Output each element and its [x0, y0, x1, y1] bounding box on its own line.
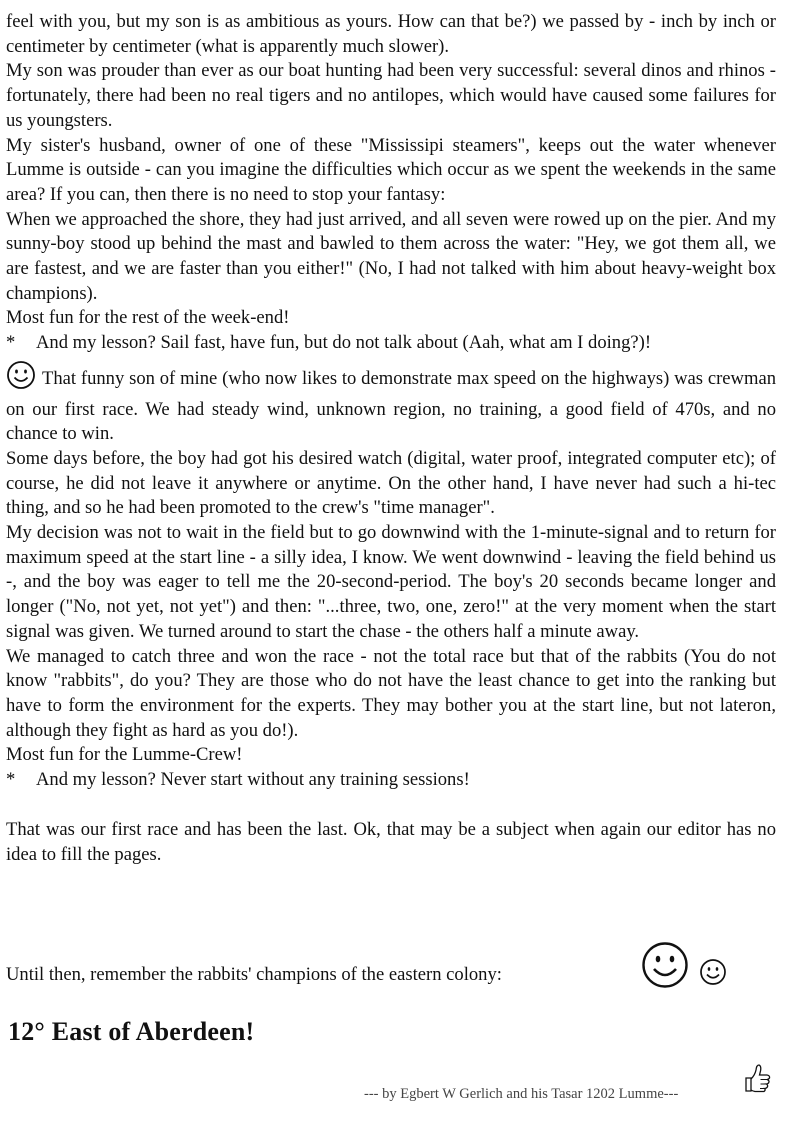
thumbs-up-icon: [740, 1061, 774, 1103]
spacer: [6, 793, 776, 818]
closing-line: Until then, remember the rabbits' champions of the eastern colony:: [6, 964, 502, 985]
lesson-line: [6, 768, 776, 793]
article-body: [6, 10, 776, 867]
paragraph: feel with you, but my son is as ambitious as yours. How can that be?) we passed by - inch by inch or centimeter by centimeter (what is apparently much slower).: [6, 11, 776, 57]
article-heading: 12° East of Aberdeen!: [8, 1017, 255, 1046]
paragraph: Some days before, the boy had got his desired watch (digital, water proof, integrated computer etc); of course, he did not leave it anywhere or anytime. On the other hand, I have never had such a hi-tec thing, and so he had been promoted to the crew's "time manager".: [6, 447, 776, 519]
paragraph: My decision was not to wait in the field but to go downwind with the 1-minute-signal and to return for maximum speed at the start line - a silly idea, I know. We went downwind - leaving the field behind us -, and the boy was eager to tell me the 20-second-period. The boy's 20 seconds became longer and longer ("No, not yet, not yet") and then: "...three, two, one, zero!" at the very moment when the start signal was given. We turned around to start the chase - the others half a minute away.: [6, 522, 776, 642]
lesson-text: And my lesson? Never start without any training sessions!: [36, 769, 470, 791]
paragraph: We managed to catch three and won the race - not the total race but that of the rabbits (You do not know "rabbits", do you? They are those who do not have the least chance to get into the ranking but have to form the environment for the experts. They may bother you at the start line, but not lateron, although they fight as hard as you do!).: [6, 645, 776, 741]
smiley-icon: [6, 360, 36, 398]
paragraph: [6, 360, 776, 447]
paragraph: When we approached the shore, they had just arrived, and all seven were rowed up on the pier. And my sunny-boy stood up behind the mast and bawled to them across the water: "Hey, we got them all, we are fastest, and we are faster than you either!" (No, I had not talked with him about heavy-weight box champions).: [6, 208, 776, 304]
paragraph-text: That funny son of mine (who now likes to demonstrate max speed on the highways) was crewman on our first race. We had steady wind, unknown region, no training, a good field of 470s, and no chance to win.: [6, 367, 776, 445]
bullet-star: *: [6, 769, 16, 791]
paragraph: My sister's husband, owner of one of these "Mississipi steamers", keeps out the water whenever Lumme is outside - can you imagine the difficulties which occur as we spent the weekends in the same area? If you can, then there is no need to stop your fantasy:: [6, 134, 776, 205]
smiley-icon-large: [641, 941, 689, 997]
byline: --- by Egbert W Gerlich and his Tasar 1202 Lumme---: [364, 1086, 679, 1102]
lesson-line: [6, 331, 776, 356]
smiley-icon-small: [699, 958, 727, 994]
lesson-text: And my lesson? Sail fast, have fun, but do not talk about (Aah, what am I doing?)!: [36, 332, 652, 354]
paragraph: My son was prouder than ever as our boat hunting had been very successful: several dinos and rhinos - fortunately, there had been no real tigers and no antilopes, which would have caused some failures for us youngsters.: [6, 60, 776, 131]
closing-paragraph: That was our first race and has been the last. Ok, that may be a subject when again our editor has no idea to fill the pages.: [6, 818, 776, 865]
bullet-star: *: [6, 332, 16, 354]
paragraph: Most fun for the Lumme-Crew!: [6, 744, 243, 766]
paragraph: Most fun for the rest of the week-end!: [6, 307, 290, 329]
